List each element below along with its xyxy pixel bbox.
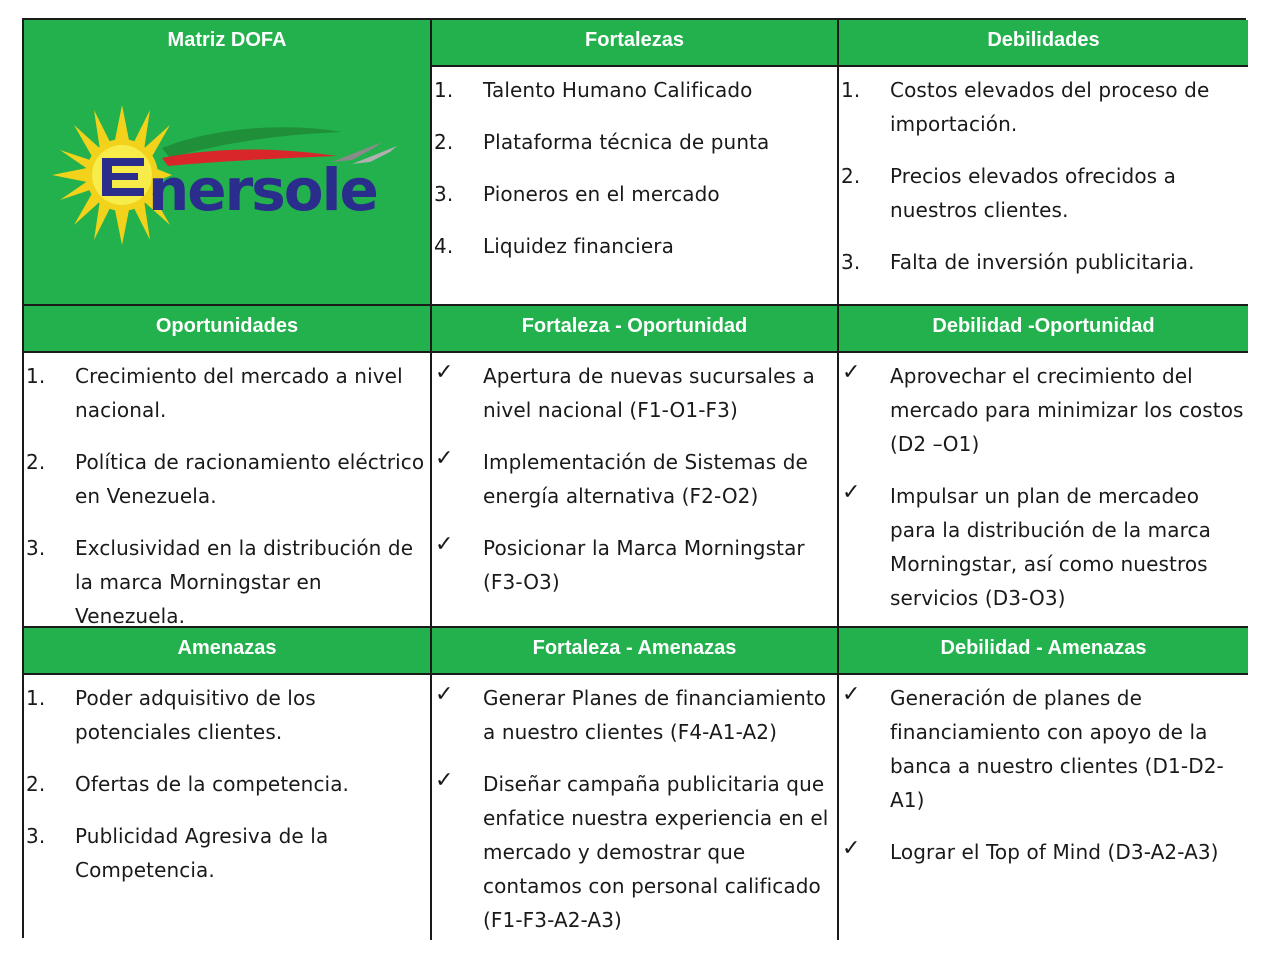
list-item-text: Política de racionamiento eléctrico en Venezuela. — [75, 450, 425, 508]
list-item-text: Costos elevados del proceso de importación. — [890, 78, 1210, 136]
checkmark-icon: ✓ — [435, 532, 454, 557]
header-fortaleza-amenazas: Fortaleza - Amenazas — [432, 628, 839, 675]
debilidades-list — [839, 73, 1244, 279]
list-item-text: Talento Humano Calificado — [483, 78, 753, 102]
list-item-text: Crecimiento del mercado a nivel nacional. — [75, 364, 403, 422]
list-item — [24, 445, 426, 513]
list-item — [839, 159, 1244, 227]
list-item-text: Pioneros en el mercado — [483, 182, 720, 206]
list-item — [432, 359, 833, 427]
list-marker: 1. — [841, 78, 861, 102]
list-item — [432, 445, 833, 513]
list-item-text: Aprovechar el crecimiento del mercado para minimizar los costos (D2 –O1) — [890, 364, 1244, 456]
header-oportunidades: Oportunidades — [24, 306, 432, 353]
list-item-text: Posicionar la Marca Morningstar (F3-O3) — [483, 536, 805, 594]
header-debilidad-oportunidad: Debilidad -Oportunidad — [839, 306, 1248, 353]
checkmark-icon: ✓ — [842, 360, 861, 385]
list-item-text: Apertura de nuevas sucursales a nivel nacional (F1-O1-F3) — [483, 364, 815, 422]
debilidad-oportunidad-cell — [839, 353, 1248, 628]
amenazas-list — [24, 681, 426, 887]
list-marker: 3. — [841, 250, 861, 274]
fortaleza-amenazas-list — [432, 681, 833, 937]
list-item — [432, 531, 833, 599]
list-marker: 1. — [26, 364, 46, 388]
debilidad-oportunidad-list — [839, 359, 1244, 615]
list-item-text: Implementación de Sistemas de energía alternativa (F2-O2) — [483, 450, 808, 508]
checkmark-icon: ✓ — [435, 768, 454, 793]
fortaleza-oportunidad-list — [432, 359, 833, 599]
header-fortaleza-oportunidad: Fortaleza - Oportunidad — [432, 306, 839, 353]
oportunidades-cell — [24, 353, 432, 628]
fortaleza-amenazas-cell — [432, 675, 839, 940]
list-marker: 2. — [434, 130, 454, 154]
list-item — [24, 681, 426, 749]
list-marker: 2. — [841, 164, 861, 188]
list-item — [432, 125, 833, 159]
list-item-text: Lograr el Top of Mind (D3-A2-A3) — [890, 840, 1219, 864]
list-marker: 1. — [26, 686, 46, 710]
list-item — [432, 177, 833, 211]
list-item — [839, 359, 1244, 461]
list-item — [24, 819, 426, 887]
list-marker: 3. — [26, 824, 46, 848]
debilidad-amenazas-cell — [839, 675, 1248, 940]
list-marker: 3. — [26, 536, 46, 560]
checkmark-icon: ✓ — [842, 836, 861, 861]
amenazas-cell — [24, 675, 432, 940]
list-item — [24, 767, 426, 801]
logo-cell — [24, 20, 432, 306]
list-item — [432, 229, 833, 263]
list-item-text: Falta de inversión publicitaria. — [890, 250, 1195, 274]
fortaleza-oportunidad-cell — [432, 353, 839, 628]
list-item-text: Generación de planes de financiamiento con apoyo de la banca a nuestro clientes (D1-D2-A1) — [890, 686, 1224, 812]
debilidades-cell — [839, 67, 1248, 306]
dofa-matrix-table — [22, 18, 1246, 938]
list-item — [839, 835, 1244, 869]
header-fortalezas: Fortalezas — [432, 20, 839, 67]
list-item-text: Publicidad Agresiva de la Competencia. — [75, 824, 329, 882]
list-item — [839, 479, 1244, 615]
list-item-text: Generar Planes de financiamiento a nuestro clientes (F4-A1-A2) — [483, 686, 827, 744]
list-marker: 3. — [434, 182, 454, 206]
list-item — [432, 767, 833, 937]
header-debilidad-amenazas: Debilidad - Amenazas — [839, 628, 1248, 675]
oportunidades-list — [24, 359, 426, 628]
list-marker: 4. — [434, 234, 454, 258]
list-item — [24, 359, 426, 427]
checkmark-icon: ✓ — [435, 360, 454, 385]
checkmark-icon: ✓ — [435, 446, 454, 471]
list-item — [839, 73, 1244, 141]
list-item-text: Ofertas de la competencia. — [75, 772, 350, 796]
list-item-text: Impulsar un plan de mercadeo para la distribución de la marca Morningstar, así como nuestros servicios (D3-O3) — [890, 484, 1211, 610]
header-amenazas: Amenazas — [24, 628, 432, 675]
checkmark-icon: ✓ — [842, 682, 861, 707]
checkmark-icon: ✓ — [435, 682, 454, 707]
list-item — [24, 531, 426, 628]
list-marker: 1. — [434, 78, 454, 102]
list-item-text: Precios elevados ofrecidos a nuestros clientes. — [890, 164, 1177, 222]
list-item-text: Plataforma técnica de punta — [483, 130, 770, 154]
fortalezas-list — [432, 73, 833, 263]
list-marker: 2. — [26, 772, 46, 796]
list-marker: 2. — [26, 450, 46, 474]
matrix-title: Matriz DOFA — [167, 29, 287, 51]
list-item-text: Liquidez financiera — [483, 234, 674, 258]
list-item — [432, 681, 833, 749]
svg-text:nersole: nersole — [148, 156, 377, 224]
list-item-text: Diseñar campaña publicitaria que enfatice nuestra experiencia en el mercado y demostrar que contamos con personal calificado (F1-F3-A2-A3) — [483, 772, 829, 932]
enersole-logo — [52, 100, 402, 250]
fortalezas-cell — [432, 67, 839, 306]
list-item — [839, 245, 1244, 279]
header-debilidades: Debilidades — [839, 20, 1248, 67]
debilidad-amenazas-list — [839, 681, 1244, 869]
list-item-text: Poder adquisitivo de los potenciales clientes. — [75, 686, 316, 744]
list-item — [432, 73, 833, 107]
list-item — [839, 681, 1244, 817]
list-item-text: Exclusividad en la distribución de la marca Morningstar en Venezuela. — [75, 536, 414, 628]
checkmark-icon: ✓ — [842, 480, 861, 505]
